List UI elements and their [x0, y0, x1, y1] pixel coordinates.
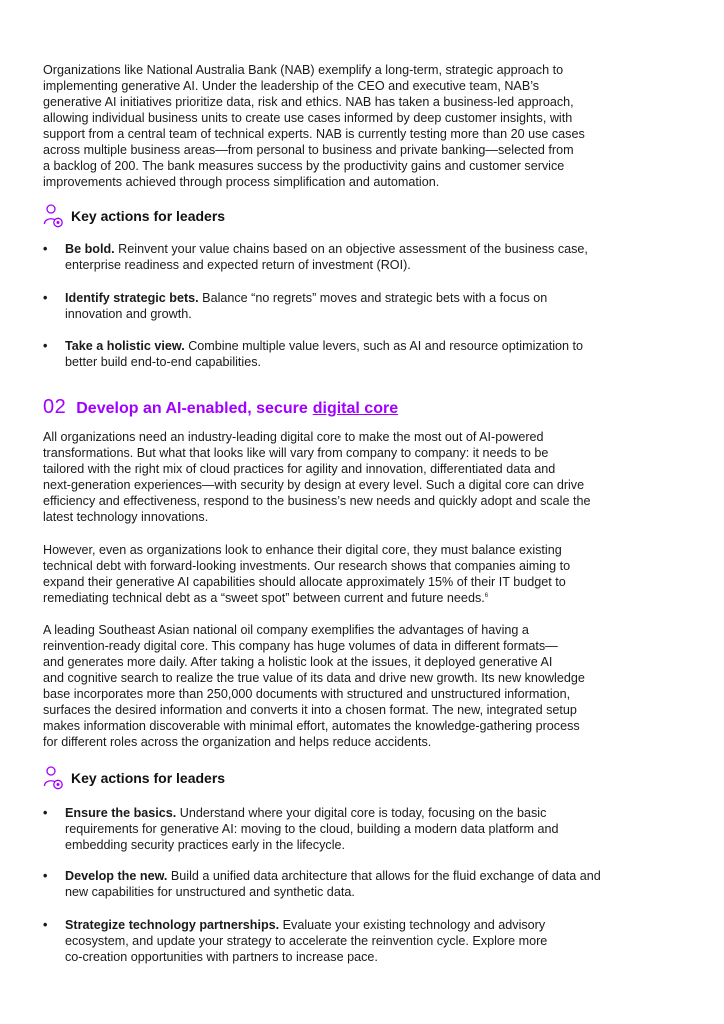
- section-number: 02: [43, 396, 67, 418]
- section-heading: [43, 396, 398, 420]
- bullet: •: [43, 918, 48, 932]
- leader-person-icon: [43, 203, 65, 229]
- bullet: •: [43, 869, 48, 883]
- key-actions-heading-1: [43, 203, 225, 229]
- digital-core-link[interactable]: digital core: [312, 400, 399, 417]
- bullet: •: [43, 806, 48, 820]
- oil-company-paragraph: A leading Southeast Asian national oil company exemplifies the advantages of having a reinvention-ready digital core. This company has huge volumes of data in different formats— and generates more daily. After taking a holistic look at the issues, it deployed generative AI and cognitive search to realize the true value of its data and drive new growth. Its new knowledge base incorporates more than 250,000 documents with structured and unstructured information, surfaces the desired information and converts it into a chosen format. The new, integrated setup makes information discoverable with minimal effort, automates the knowledge-gathering process for different roles across the organization and helps reduce accidents.: [43, 623, 585, 749]
- intro-paragraph: Organizations like National Australia Bank (NAB) exemplify a long-term, strategic approach to implementing generative AI. Under the leadership of the CEO and executive team, NAB’s generative AI initiatives prioritize data, risk and ethics. NAB has taken a business-led approach, allowing individual business units to create use cases informed by deep customer insights, with support from a central team of technical experts. NAB is currently testing more than 20 use cases across multiple business areas—from personal to business and private banking—selected from a backlog of 200. The bank measures success by the productivity gains and customer service improvements achieved through process simplification and automation.: [43, 63, 585, 189]
- bullet: •: [43, 291, 48, 305]
- bullet: •: [43, 339, 48, 353]
- key-actions-title: Key actions for leaders: [71, 770, 226, 786]
- key-actions-title: Key actions for leaders: [71, 208, 226, 224]
- section-title: Develop an AI-enabled, secure: [76, 400, 308, 417]
- bullet: •: [43, 242, 48, 256]
- leader-person-icon: [43, 765, 65, 791]
- key-actions-heading-2: [43, 765, 225, 791]
- document-page: Organizations like National Australia Bank (NAB) exemplify a long-term, strategic approach to implementing generative AI. Under the leadership of the CEO and executive team, NAB’s generative AI initiatives prioritize data, risk and ethics. NAB has taken a business-led approach, allowing individual business units to create use cases informed by deep customer insights, with support from a central team of technical experts. NAB is currently testing more than 20 use cases across multiple business areas—from personal to business and private banking—selected from a backlog of 200. The bank measures success by the productivity gains and customer service improvements achieved through process simplification and automation. Key actions for leaders • Be bold. Reinvent your value chains based on an objective assessment of the business case, enterprise readiness and expected return of investment (ROI). • Identify strategic bets. Balance “no regrets” moves and strategic bets with a focus on innovation and growth. • Take a holistic view. Combine multiple value levers, such as AI and resource optimization to better build end-to-end capabilities. 02 Develop an AI-enabled, secure digital core All organizations need an industry-leading digital core to make the most out of AI-powered transformations. But what that looks like will vary from company to company: it needs to be tailored with the right mix of cloud practices for agility and innovation, differentiated data and next-generation experiences—with security by design at every level. Such a digital core can drive efficiency and effectiveness, respond to the business’s new needs and quickly adopt and scale the latest technology innovations. However, even as organizations look to enhance their digital core, they must balance existing technical debt with forward-looking investments. Our research shows that companies aiming to expand their generative AI capabilities should allocate approximately 15% of their IT budget to remediating technical debt as a “sweet spot” between current and future needs.$^6$ A leading Southeast Asian national oil company exemplifies the advantages of having a reinvention-ready digital core. This company has huge volumes of data in different formats— and generates more daily. After taking a holistic look at the issues, it deployed generative AI and cognitive search to realize the true value of its data and drive new growth. Its new knowledge base incorporates more than 250,000 documents with structured and unstructured information, surfaces the desired information and converts it into a chosen format. The new, integrated setup makes information discoverable with minimal effort, automates the knowledge-gathering process for different roles across the organization and helps reduce accidents. Key actions for leaders • Ensure the basics. Understand where your digital core is today, focusing on the basic requirements for generative AI: moving to the cloud, building a modern data platform and embedding security practices early in the lifecycle. • Develop the new. Build a unified data architecture that allows for the fluid exchange of data and new capabilities for unstructured and synthetic data. • Strategize technology partnerships. Evaluate your existing technology and advisory ecosystem, and update your strategy to accelerate the reinvention cycle. Explore more co-creation opportunities with partners to increase pace.: [0, 0, 724, 1024]
- technical-debt-paragraph: However, even as organizations look to enhance their digital core, they must balance existing technical debt with forward-looking investments. Our research shows that companies aiming to expand their generative AI capabilities should allocate approximately 15% of their IT budget to remediating technical debt as a “sweet spot” between current and future needs.$^6$: [43, 543, 571, 605]
- digital-core-paragraph: All organizations need an industry-leading digital core to make the most out of AI-powered transformations. But what that looks like will vary from company to company: it needs to be tailored with the right mix of cloud practices for agility and innovation, differentiated data and next-generation experiences—with security by design at every level. Such a digital core can drive efficiency and effectiveness, respond to the business’s new needs and quickly adopt and scale the latest technology innovations.: [43, 430, 591, 524]
- footnote-marker[interactable]: 6: [484, 592, 489, 599]
